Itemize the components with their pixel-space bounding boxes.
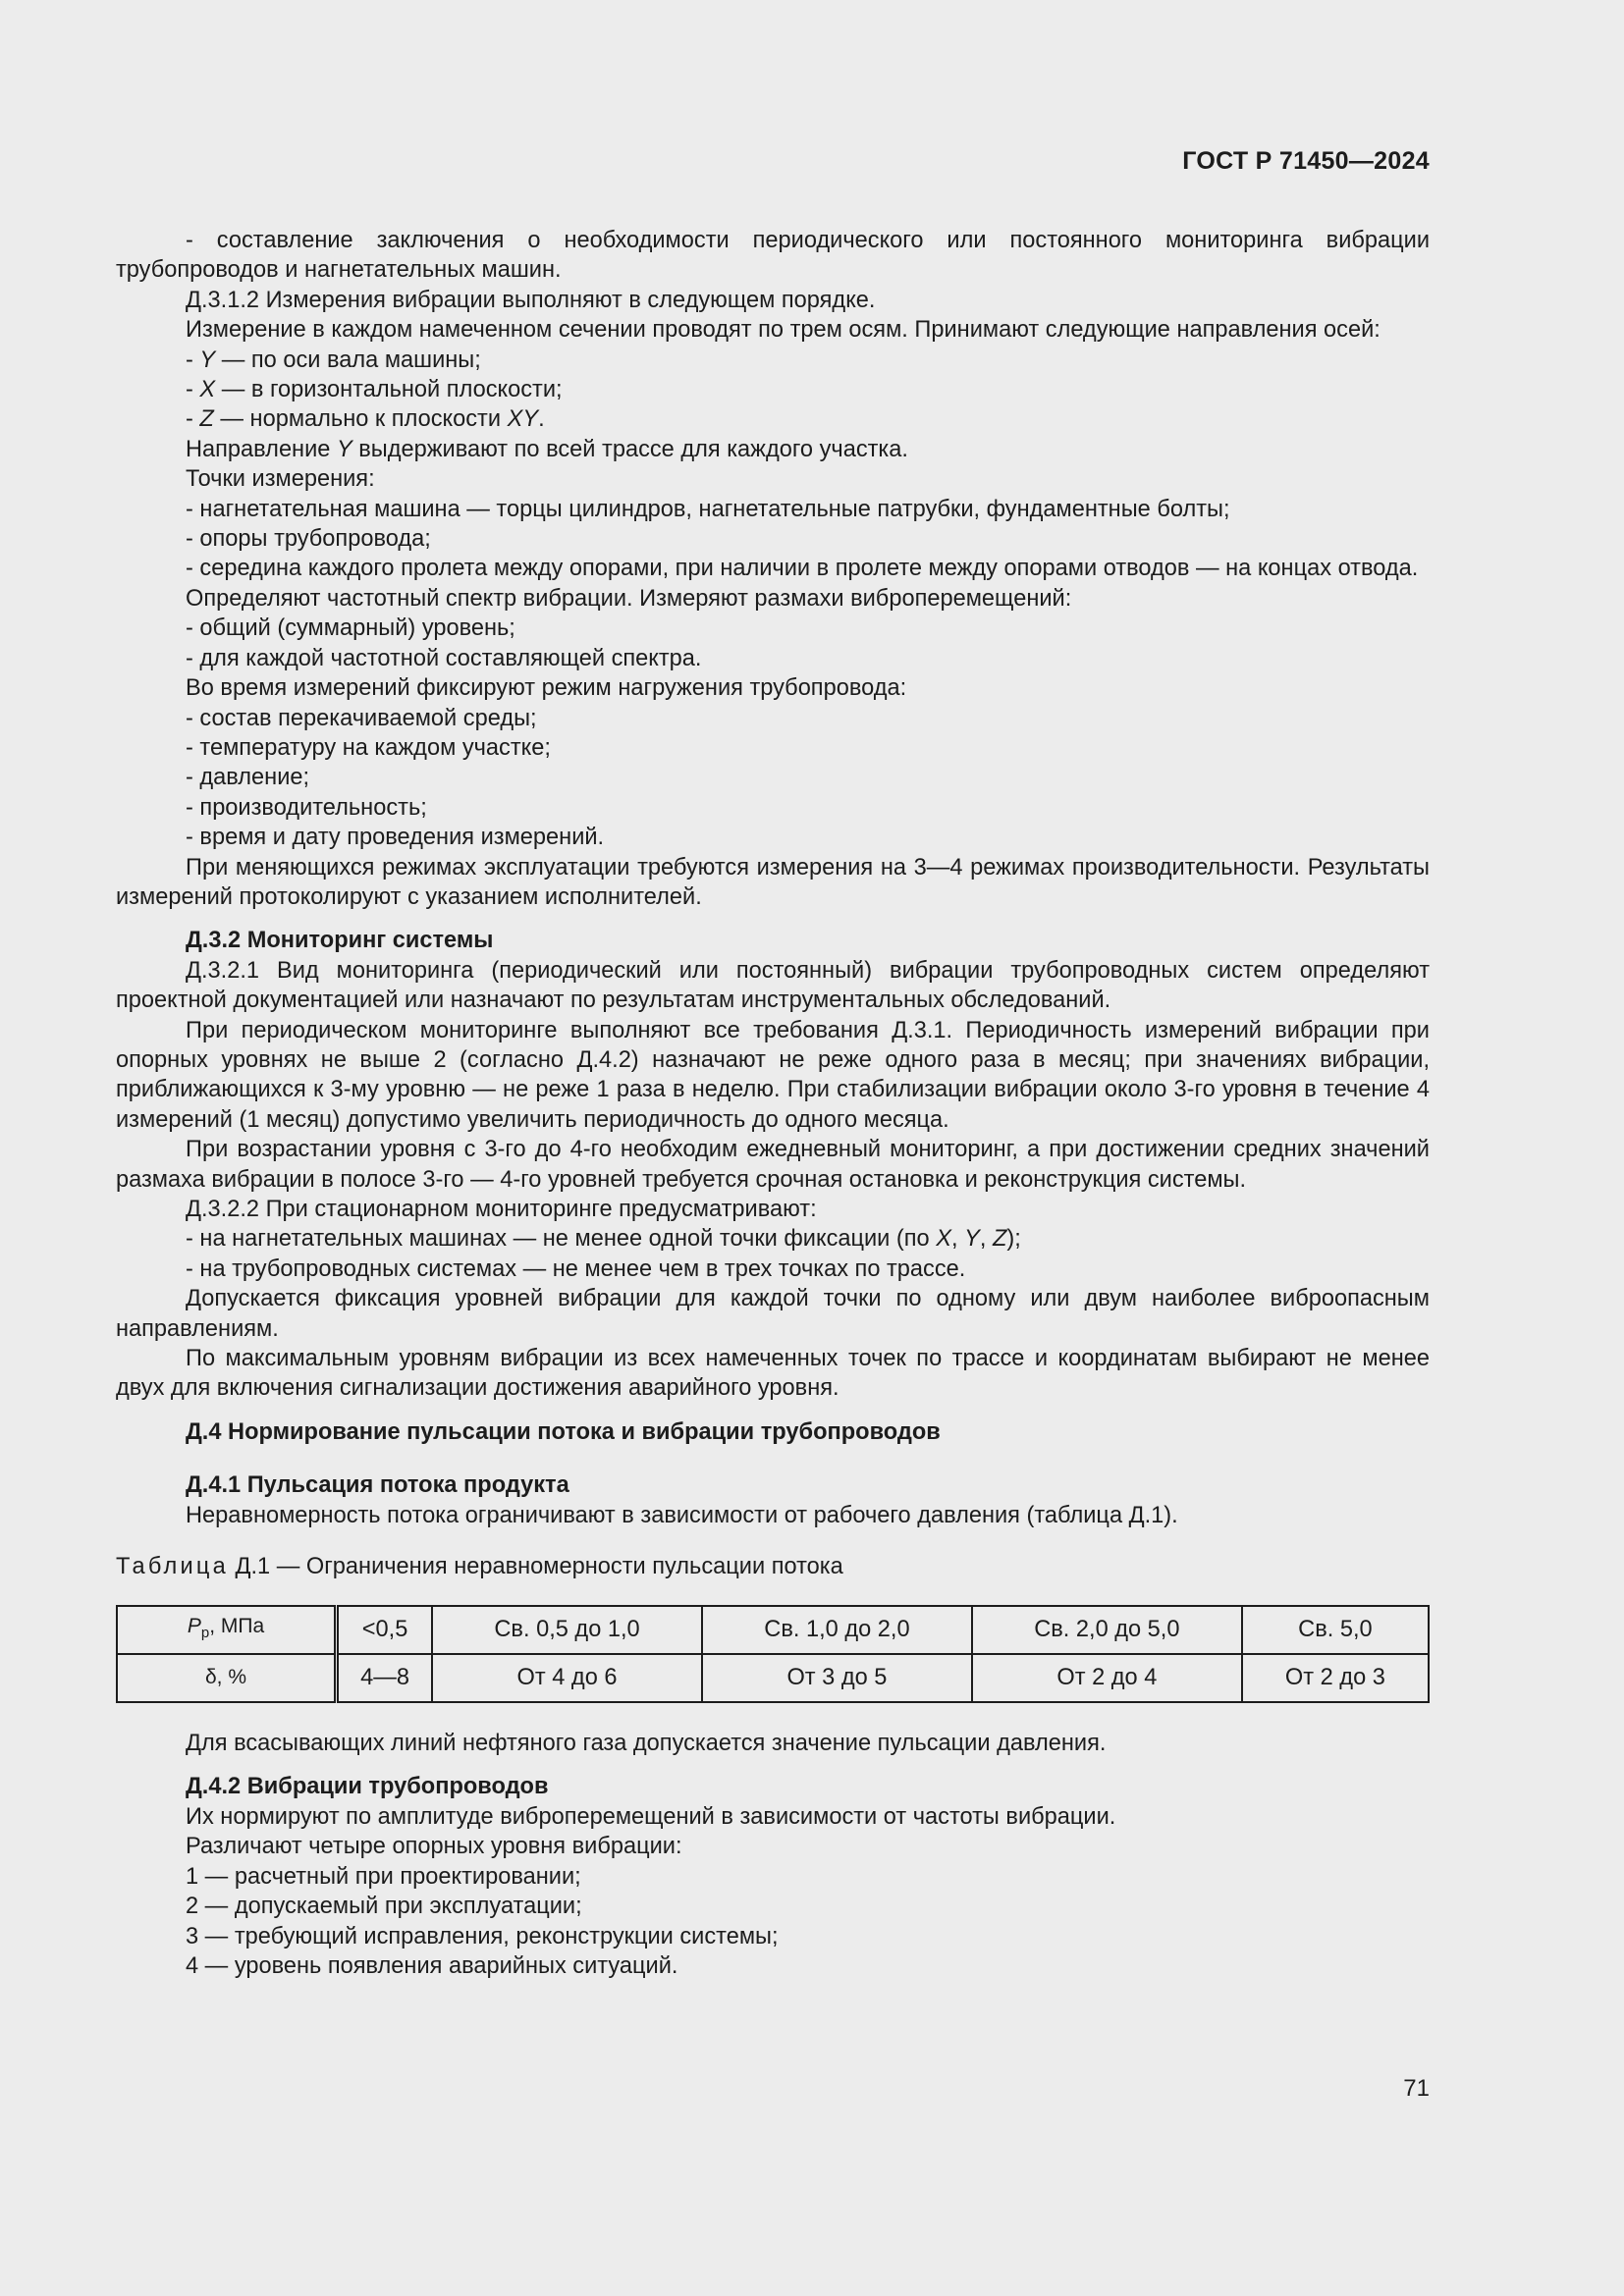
list-item: - опоры трубопровода; xyxy=(186,526,431,553)
table-cell: От 3 до 5 xyxy=(702,1654,972,1702)
table-row xyxy=(117,1606,1429,1654)
table-cell: <0,5 xyxy=(337,1606,433,1654)
list-item: 2 — допускаемый при эксплуатации; xyxy=(186,1894,582,1920)
paragraph: Д.3.1.2 Измерения вибрации выполняют в следующем порядке. xyxy=(186,287,876,313)
document-code: ГОСТ Р 71450—2024 xyxy=(1182,147,1430,175)
list-item: 4 — уровень появления аварийных ситуаций. xyxy=(186,1952,678,1979)
table-cell: Св. 2,0 до 5,0 xyxy=(972,1606,1242,1654)
paragraph: При меняющихся режимах эксплуатации требуются измерения на 3—4 режимах производительности. Результаты измерений протоколируют с указанием исполнителей. xyxy=(116,854,1430,910)
paragraph: - составление заключения о необходимости периодического или постоянного мониторинга вибрации трубопроводов и нагнетательных машин. xyxy=(116,228,1430,284)
paragraph: Неравномерность потока ограничивают в зависимости от рабочего давления (таблица Д.1). xyxy=(186,1502,1178,1528)
paragraph: Д.3.2.2 При стационарном мониторинге предусматривают: xyxy=(186,1197,817,1222)
page-number: 71 xyxy=(1403,2075,1430,2102)
table-caption: Таблица Д.1 — Ограничения неравномерности пульсации потока xyxy=(116,1554,843,1580)
section-heading: Д.4 Нормирование пульсации потока и вибрации трубопроводов xyxy=(186,1418,941,1445)
paragraph: Д.3.2.1 Вид мониторинга (периодический или постоянный) вибрации трубопроводных систем определяют проектной документацией или назначают по результатам инструментальных обследований. xyxy=(116,957,1430,1014)
paragraph: При возрастании уровня с 3-го до 4-го необходим ежедневный мониторинг, а при достижении средних значений размаха вибрации в полосе 3-го — 4-го уровней требуется срочная остановка и реконструкция системы. xyxy=(116,1137,1430,1193)
table-cell: От 2 до 4 xyxy=(972,1654,1242,1702)
list-item: - общий (суммарный) уровень; xyxy=(186,615,515,642)
page-content xyxy=(116,226,1430,1981)
list-item: - Z — нормально к плоскости XY. xyxy=(186,406,545,433)
table-cell: От 2 до 3 xyxy=(1242,1654,1429,1702)
paragraph: Определяют частотный спектр вибрации. Измеряют размахи виброперемещений: xyxy=(186,585,1072,612)
table-header-cell: $P_р$, МПа xyxy=(117,1606,337,1654)
paragraph: Направление Y выдерживают по всей трассе для каждого участка. xyxy=(186,436,908,462)
list-item: - состав перекачиваемой среды; xyxy=(186,705,537,731)
list-item: 3 — требующий исправления, реконструкции системы; xyxy=(186,1923,779,1949)
paragraph: Допускается фиксация уровней вибрации для каждой точки по одному или двум наиболее виброопасным направлениям. xyxy=(116,1286,1430,1342)
paragraph: При периодическом мониторинге выполняют все требования Д.3.1. Периодичность измерений вибрации при опорных уровнях не выше 2 (согласно Д.4.2) назначают не реже одного раза в месяц; при значениях вибрации, приближающихся к 3-му уровню — не реже 1 раза в неделю. При стабилизации вибрации около 3-го уровня в течение 4 измерений (1 месяц) допустимо увеличить периодичность до одного месяца. xyxy=(116,1017,1430,1133)
table-cell: Св. 1,0 до 2,0 xyxy=(702,1606,972,1654)
list-item: - давление; xyxy=(186,765,310,791)
paragraph: Их нормируют по амплитуде виброперемещений в зависимости от частоты вибрации. xyxy=(186,1803,1116,1830)
paragraph: Точки измерения: xyxy=(186,466,375,493)
paragraph: По максимальным уровням вибрации из всех намеченных точек по трассе и координатам выбирают не менее двух для включения сигнализации достижения аварийного уровня. xyxy=(116,1346,1430,1402)
list-item: - температуру на каждом участке; xyxy=(186,734,551,761)
paragraph: Во время измерений фиксируют режим нагружения трубопровода: xyxy=(186,675,907,702)
table-row xyxy=(117,1654,1429,1702)
table-header-cell: δ, % xyxy=(117,1654,337,1702)
subsection-heading: Д.4.2 Вибрации трубопроводов xyxy=(186,1774,549,1800)
subsection-heading: Д.4.1 Пульсация потока продукта xyxy=(186,1472,569,1499)
pulsation-limits-table xyxy=(116,1605,1430,1703)
list-item: - середина каждого пролета между опорами, при наличии в пролете между опорами отводов — на концах отвода. xyxy=(186,556,1419,582)
paragraph: Измерение в каждом намеченном сечении проводят по трем осям. Принимают следующие направления осей: xyxy=(186,317,1380,344)
table-cell: Св. 5,0 xyxy=(1242,1606,1429,1654)
list-item: - на нагнетательных машинах — не менее одной точки фиксации (по X, Y, Z); xyxy=(186,1226,1021,1253)
list-item: - на трубопроводных системах — не менее чем в трех точках по трассе. xyxy=(186,1255,966,1282)
table-cell: 4—8 xyxy=(337,1654,433,1702)
list-item: - для каждой частотной составляющей спектра. xyxy=(186,645,702,671)
table-cell: От 4 до 6 xyxy=(432,1654,702,1702)
table-cell: Св. 0,5 до 1,0 xyxy=(432,1606,702,1654)
list-item: - производительность; xyxy=(186,794,427,821)
list-item: - нагнетательная машина — торцы цилиндров, нагнетательные патрубки, фундаментные болты; xyxy=(186,496,1230,522)
list-item: - X — в горизонтальной плоскости; xyxy=(186,377,563,403)
section-heading: Д.3.2 Мониторинг системы xyxy=(186,928,494,954)
paragraph: Различают четыре опорных уровня вибрации: xyxy=(186,1834,682,1860)
paragraph: Для всасывающих линий нефтяного газа допускается значение пульсации давления. xyxy=(186,1731,1107,1757)
list-item: - Y — по оси вала машины; xyxy=(186,347,481,373)
list-item: 1 — расчетный при проектировании; xyxy=(186,1863,581,1890)
list-item: - время и дату проведения измерений. xyxy=(186,825,605,851)
